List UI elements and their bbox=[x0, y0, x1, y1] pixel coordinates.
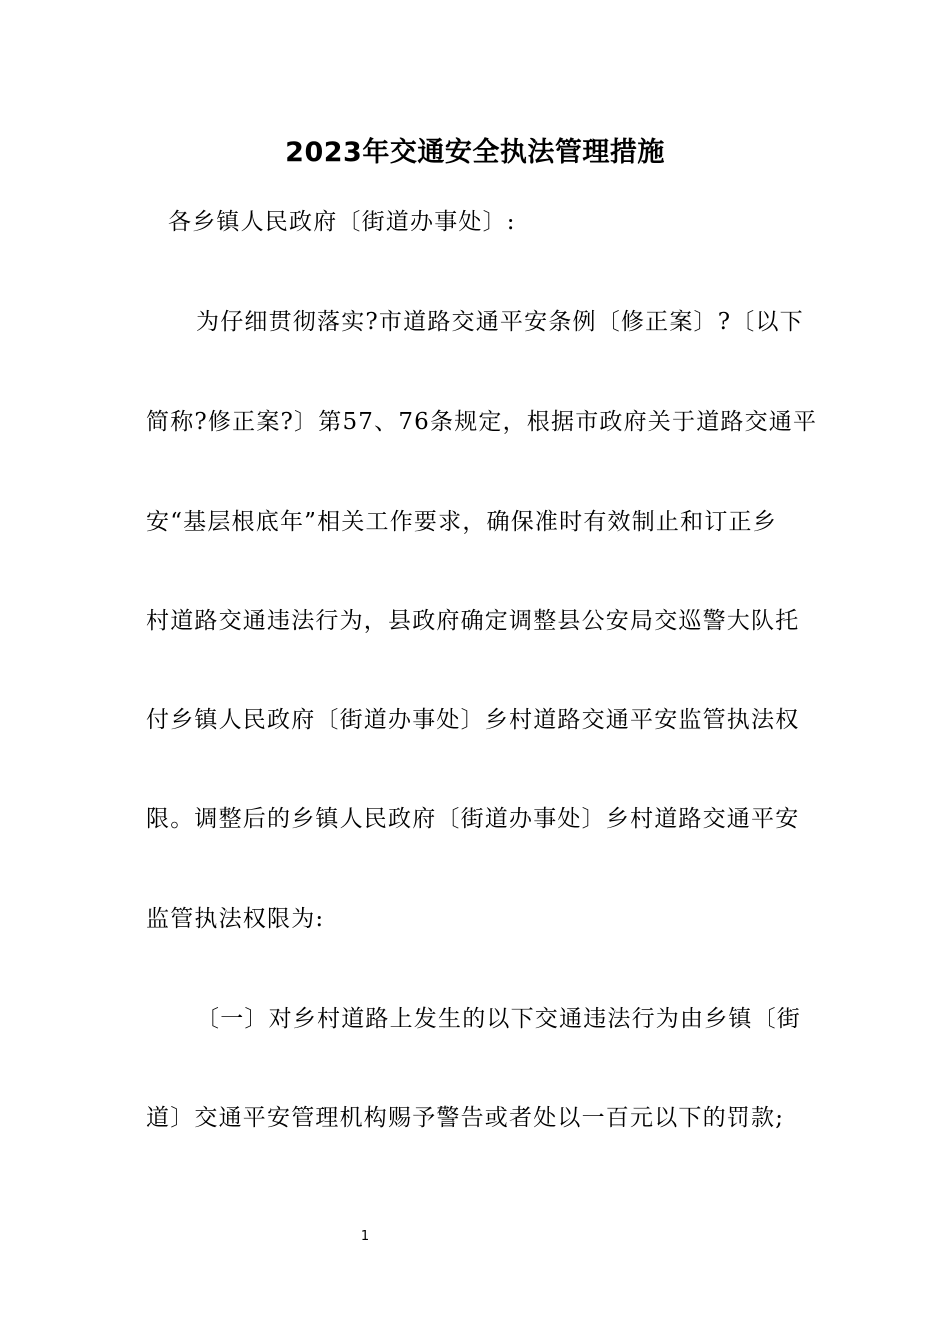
paragraph-line: 付乡镇人民政府〔街道办事处〕乡村道路交通平安监管执法权 bbox=[146, 707, 800, 733]
paragraph-line: 〔一〕对乡村道路上发生的以下交通违法行为由乡镇〔街 bbox=[196, 1006, 801, 1032]
paragraph-line: 限。调整后的乡镇人民政府〔街道办事处〕乡村道路交通平安 bbox=[146, 806, 800, 832]
paragraph-line: 监管执法权限为: bbox=[146, 906, 325, 932]
document-title: 2023年交通安全执法管理措施 bbox=[285, 137, 665, 168]
paragraph-line: 简称?修正案?〕第57、76条规定，根据市政府关于道路交通平 bbox=[146, 409, 818, 435]
paragraph-line: 村道路交通违法行为，县政府确定调整县公安局交巡警大队托 bbox=[146, 608, 800, 634]
page-number: 1 bbox=[360, 1229, 370, 1244]
paragraph-line: 安“基层根底年”相关工作要求，确保准时有效制止和订正乡 bbox=[146, 509, 777, 535]
paragraph-line: 道〕交通平安管理机构赐予警告或者处以一百元以下的罚款; bbox=[146, 1105, 785, 1131]
salutation: 各乡镇人民政府〔街道办事处〕: bbox=[168, 209, 516, 235]
paragraph-line: 为仔细贯彻落实?市道路交通平安条例〔修正案〕?〔以下 bbox=[196, 309, 804, 335]
